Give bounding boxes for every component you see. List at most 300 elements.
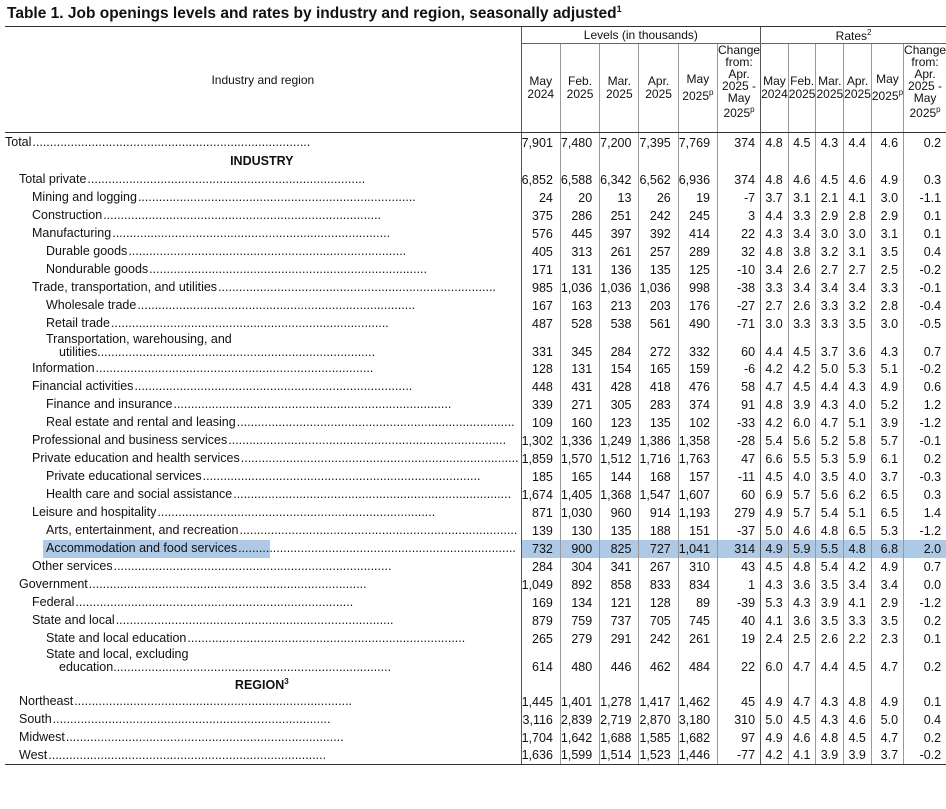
leader-dots: ................................................................................ [65,730,344,744]
level-value: 1,514 [600,747,639,765]
leader-dots: ................................................................................ [228,433,507,447]
level-change-value: -39 [718,594,761,612]
row-label-text: Health care and social assistance [46,487,233,501]
row-label [5,360,521,378]
level-change-value: 58 [718,378,761,396]
row-label [5,612,521,630]
empty-cell [844,153,872,171]
rate-value: 2.6 [788,261,816,279]
rate-value: 3.5 [816,612,844,630]
level-value: 131 [560,261,599,279]
rate-value: 4.9 [871,558,903,576]
rate-change-value: -0.4 [904,297,946,315]
row-label-text: Federal [32,595,75,609]
change-header-line: 2025$^p$ [723,105,755,120]
rate-change-value: 0.0 [904,576,946,594]
level-value: 446 [600,648,639,675]
rate-value: 5.3 [871,522,903,540]
level-value: 914 [639,504,678,522]
level-value: 20 [560,189,599,207]
level-value: 136 [600,261,639,279]
level-change-value: 43 [718,558,761,576]
row-label-text: South [19,712,52,726]
level-value: 261 [600,243,639,261]
row-label [5,729,521,747]
col-month: May [876,72,899,86]
level-value: 130 [560,522,599,540]
levels-col-3 [639,44,678,133]
empty-cell [761,675,789,693]
rate-change-value: 0.1 [904,693,946,711]
rates-col-3 [844,44,872,133]
rate-change-value: -0.5 [904,315,946,333]
change-header-line: 2025 - [908,79,943,93]
rate-value: 3.2 [816,243,844,261]
empty-cell [788,675,816,693]
table-row [5,540,946,558]
rate-value: 4.9 [871,693,903,711]
section-label: REGION$^3$ [234,676,289,693]
row-label-text: Accommodation and food services [46,541,238,555]
empty-cell [521,675,560,693]
level-value: 3,180 [678,711,717,729]
row-label-text: Finance and insurance [46,397,173,411]
level-value: 879 [521,612,560,630]
rate-value: 3.4 [788,225,816,243]
level-change-value: 47 [718,450,761,468]
rate-value: 4.9 [871,171,903,189]
rate-value: 6.6 [761,450,789,468]
empty-cell [871,153,903,171]
level-value: 169 [521,594,560,612]
rate-value: 6.0 [761,648,789,675]
level-change-value: -7 [718,189,761,207]
level-value: 1,030 [560,504,599,522]
row-label-line1: Transportation, warehousing, and [46,331,232,346]
row-label [5,225,521,243]
level-change-value: -38 [718,279,761,297]
level-value: 1,193 [678,504,717,522]
rate-value: 3.4 [844,576,872,594]
rate-value: 4.5 [816,171,844,189]
row-label [5,747,521,765]
table-row [5,450,946,468]
level-value: 135 [639,261,678,279]
rates-col-2 [816,44,844,133]
rate-value: 2.6 [816,630,844,648]
level-value: 1,278 [600,693,639,711]
level-value: 418 [639,378,678,396]
empty-cell [639,153,678,171]
level-value: 213 [600,297,639,315]
level-value: 291 [600,630,639,648]
level-value: 157 [678,468,717,486]
level-change-value: -37 [718,522,761,540]
level-value: 1,674 [521,486,560,504]
leader-dots: ................................................................................ [74,694,353,708]
row-label-text: Nondurable goods [46,262,149,276]
rate-value: 4.5 [788,333,816,360]
table-row [5,729,946,747]
level-value: 257 [639,243,678,261]
rate-value: 3.3 [788,315,816,333]
rate-value: 2.3 [871,630,903,648]
rate-value: 4.5 [788,378,816,396]
rate-change-value: 2.0 [904,540,946,558]
rates-col-0 [761,44,789,133]
level-value: 1,763 [678,450,717,468]
col-year: 2024 [761,87,788,101]
level-value: 345 [560,333,599,360]
level-value: 1,405 [560,486,599,504]
level-value: 139 [521,522,560,540]
level-value: 1,607 [678,486,717,504]
rate-change-value: -0.1 [904,432,946,450]
level-value: 858 [600,576,639,594]
col-year: 2025$^p$ [871,88,904,103]
level-value: 2,839 [560,711,599,729]
rate-value: 5.1 [844,504,872,522]
level-value: 759 [560,612,599,630]
level-value: 900 [560,540,599,558]
level-change-value: 22 [718,648,761,675]
rate-change-value: 0.3 [904,171,946,189]
table-row [5,468,946,486]
rate-change-value: 0.6 [904,378,946,396]
rate-change-value: 0.4 [904,711,946,729]
rate-value: 3.3 [788,207,816,225]
row-label-line2: utilities [59,344,98,359]
rate-value: 4.5 [761,558,789,576]
rate-value: 4.9 [761,693,789,711]
level-value: 185 [521,468,560,486]
level-value: 251 [600,207,639,225]
rate-value: 3.3 [871,279,903,297]
row-label-text: Mining and logging [32,190,137,204]
rate-value: 4.7 [788,648,816,675]
level-value: 1,547 [639,486,678,504]
row-label-text: Trade, transportation, and utilities [32,280,218,294]
rate-value: 4.8 [788,558,816,576]
rate-change-value: 0.1 [904,207,946,225]
level-value: 374 [678,396,717,414]
level-value: 6,588 [560,171,599,189]
table-row [5,396,946,414]
rate-value: 4.1 [844,594,872,612]
level-value: 1,716 [639,450,678,468]
row-label-text: Private education and health services [32,451,240,465]
row-label-text: Construction [32,208,103,222]
row-label [5,711,521,729]
rate-value: 3.6 [788,612,816,630]
level-value: 102 [678,414,717,432]
level-value: 310 [678,558,717,576]
rate-value: 4.9 [761,504,789,522]
level-value: 1,336 [560,432,599,450]
rate-value: 6.2 [844,486,872,504]
row-label [5,315,521,333]
level-value: 7,395 [639,133,678,153]
leader-dots: ................................................................................ [173,397,452,411]
level-value: 414 [678,225,717,243]
rate-value: 2.9 [871,594,903,612]
empty-cell [718,675,761,693]
level-value: 428 [600,378,639,396]
level-value: 1,523 [639,747,678,765]
table-title: Table 1. Job openings levels and rates by industry and region, seasonally adjusted$^1$ [7,4,622,23]
leader-dots: ................................................................................ [218,280,496,294]
level-change-value: 45 [718,693,761,711]
level-value: 892 [560,576,599,594]
level-value: 134 [560,594,599,612]
rate-value: 5.1 [871,360,903,378]
level-value: 375 [521,207,560,225]
rate-value: 5.3 [761,594,789,612]
level-value: 1,401 [560,693,599,711]
rate-value: 4.3 [816,133,844,153]
rate-value: 2.8 [844,207,872,225]
rate-value: 5.5 [788,450,816,468]
change-header-line: 2025 - [722,79,757,93]
rate-value: 3.3 [816,297,844,315]
level-value: 614 [521,648,560,675]
table-row [5,333,946,360]
rate-value: 2.6 [788,297,816,315]
rates-group-header: Rates$^2$ [761,27,946,44]
row-label-text: Retail trade [46,316,110,330]
row-label [5,378,521,396]
rate-value: 3.5 [871,243,903,261]
empty-cell [678,675,717,693]
level-change-value: 279 [718,504,761,522]
row-label-text: Midwest [19,730,65,744]
empty-cell [871,675,903,693]
row-label-line1: State and local, excluding [46,646,189,661]
rate-change-value: -1.2 [904,414,946,432]
level-value: 19 [678,189,717,207]
table-row [5,648,946,675]
level-value: 7,769 [678,133,717,153]
rate-value: 4.7 [871,648,903,675]
level-value: 188 [639,522,678,540]
rate-value: 5.8 [844,432,872,450]
level-value: 171 [521,261,560,279]
levels-col-1 [560,44,599,133]
rate-value: 4.0 [844,468,872,486]
rate-change-value: -1.2 [904,594,946,612]
rate-change-value: 0.1 [904,630,946,648]
rate-value: 4.1 [844,189,872,207]
leader-dots: ................................................................................ [52,712,331,726]
level-value: 160 [560,414,599,432]
rate-value: 5.9 [788,540,816,558]
level-value: 135 [639,414,678,432]
rate-value: 3.0 [761,315,789,333]
rate-value: 4.3 [816,693,844,711]
rate-value: 4.7 [788,693,816,711]
row-label [5,297,521,315]
level-change-value: 314 [718,540,761,558]
rate-value: 2.4 [761,630,789,648]
rate-value: 3.4 [788,279,816,297]
table-row [5,576,946,594]
level-change-value: 40 [718,612,761,630]
table-row [5,133,946,153]
rate-value: 2.9 [871,207,903,225]
empty-cell [560,153,599,171]
rate-value: 5.3 [844,360,872,378]
level-change-value: 32 [718,243,761,261]
row-label-text: Arts, entertainment, and recreation [46,523,239,537]
rate-value: 6.5 [871,486,903,504]
rate-value: 3.9 [844,747,872,765]
row-label-text: Total private [19,172,87,186]
level-change-value: -77 [718,747,761,765]
rate-value: 3.0 [871,315,903,333]
rate-value: 4.6 [788,729,816,747]
row-label [5,540,521,558]
rate-value: 3.3 [816,315,844,333]
rate-value: 3.8 [788,243,816,261]
rate-value: 3.3 [761,279,789,297]
level-value: 168 [639,468,678,486]
rate-change-value: -0.3 [904,468,946,486]
level-value: 286 [560,207,599,225]
row-label [5,396,521,414]
rate-value: 4.8 [816,729,844,747]
level-change-value: 19 [718,630,761,648]
rate-value: 4.3 [761,225,789,243]
col-year: 2025 [844,87,871,101]
row-label [5,432,521,450]
level-value: 1,036 [600,279,639,297]
level-value: 1,036 [560,279,599,297]
level-value: 305 [600,396,639,414]
rate-change-value: 0.1 [904,225,946,243]
table-row [5,558,946,576]
level-value: 561 [639,315,678,333]
level-change-value: 60 [718,486,761,504]
level-value: 6,562 [639,171,678,189]
level-value: 304 [560,558,599,576]
col-year: 2024 [527,87,555,101]
rate-value: 3.1 [871,225,903,243]
leader-dots: ................................................................................ [88,577,367,591]
levels-group-header: Levels (in thousands) [521,27,760,44]
level-value: 284 [521,558,560,576]
rate-value: 2.1 [816,189,844,207]
level-value: 332 [678,333,717,360]
level-value: 163 [560,297,599,315]
level-value: 1,368 [600,486,639,504]
level-value: 159 [678,360,717,378]
rate-change-value: -0.1 [904,279,946,297]
rate-value: 2.7 [844,261,872,279]
rate-value: 4.5 [844,648,872,675]
rates-change-header [904,44,946,133]
table-row [5,189,946,207]
leader-dots: ................................................................................ [128,244,407,258]
level-value: 135 [600,522,639,540]
level-value: 871 [521,504,560,522]
rate-value: 4.9 [761,729,789,747]
rate-value: 2.7 [761,297,789,315]
empty-cell [904,675,946,693]
row-label-text: Other services [32,559,113,573]
level-value: 284 [600,333,639,360]
table-row [5,315,946,333]
rate-change-value: -1.1 [904,189,946,207]
col-month: Apr. [846,74,869,88]
rate-value: 2.2 [844,630,872,648]
rate-value: 5.6 [788,432,816,450]
rate-value: 3.0 [816,225,844,243]
leader-dots: ................................................................................ [103,208,382,222]
change-header-line: Change [904,43,946,57]
rate-change-value: 1.4 [904,504,946,522]
row-label-text: Government [19,577,88,591]
level-change-value: -71 [718,315,761,333]
table-row [5,243,946,261]
level-value: 2,870 [639,711,678,729]
empty-cell [761,153,789,171]
level-value: 998 [678,279,717,297]
level-value: 985 [521,279,560,297]
level-value: 476 [678,378,717,396]
empty-cell [718,153,761,171]
job-openings-table [5,26,946,765]
level-value: 538 [600,315,639,333]
rate-value: 3.6 [844,333,872,360]
leader-dots: ................................................................................ [157,505,436,519]
level-change-value: 374 [718,133,761,153]
col-month: Apr. [647,74,670,88]
level-value: 1,417 [639,693,678,711]
level-value: 123 [600,414,639,432]
leader-dots: ................................................................................ [134,379,413,393]
row-label-text: Durable goods [46,244,128,258]
level-change-value: -28 [718,432,761,450]
level-value: 176 [678,297,717,315]
rate-value: 5.2 [816,432,844,450]
rate-value: 5.4 [816,558,844,576]
leader-dots: ................................................................................ [137,298,416,312]
level-value: 1,249 [600,432,639,450]
rate-value: 3.9 [871,414,903,432]
rate-value: 6.0 [788,414,816,432]
rate-value: 4.8 [844,540,872,558]
level-value: 405 [521,243,560,261]
rate-value: 3.7 [871,747,903,765]
col-year: 2025 [645,87,672,101]
col-month: Mar. [818,74,842,88]
rate-value: 3.4 [761,261,789,279]
level-value: 109 [521,414,560,432]
leader-dots: ................................................................................ [240,451,519,465]
row-label [5,576,521,594]
row-label-text: Wholesale trade [46,298,137,312]
level-value: 7,200 [600,133,639,153]
row-label [5,171,521,189]
table-row [5,378,946,396]
rate-value: 4.8 [816,522,844,540]
rate-value: 5.7 [788,504,816,522]
leader-dots: ................................................................................ [137,190,416,204]
rate-value: 4.4 [816,648,844,675]
level-value: 6,342 [600,171,639,189]
col-month: Feb. [790,74,815,88]
level-value: 7,480 [560,133,599,153]
